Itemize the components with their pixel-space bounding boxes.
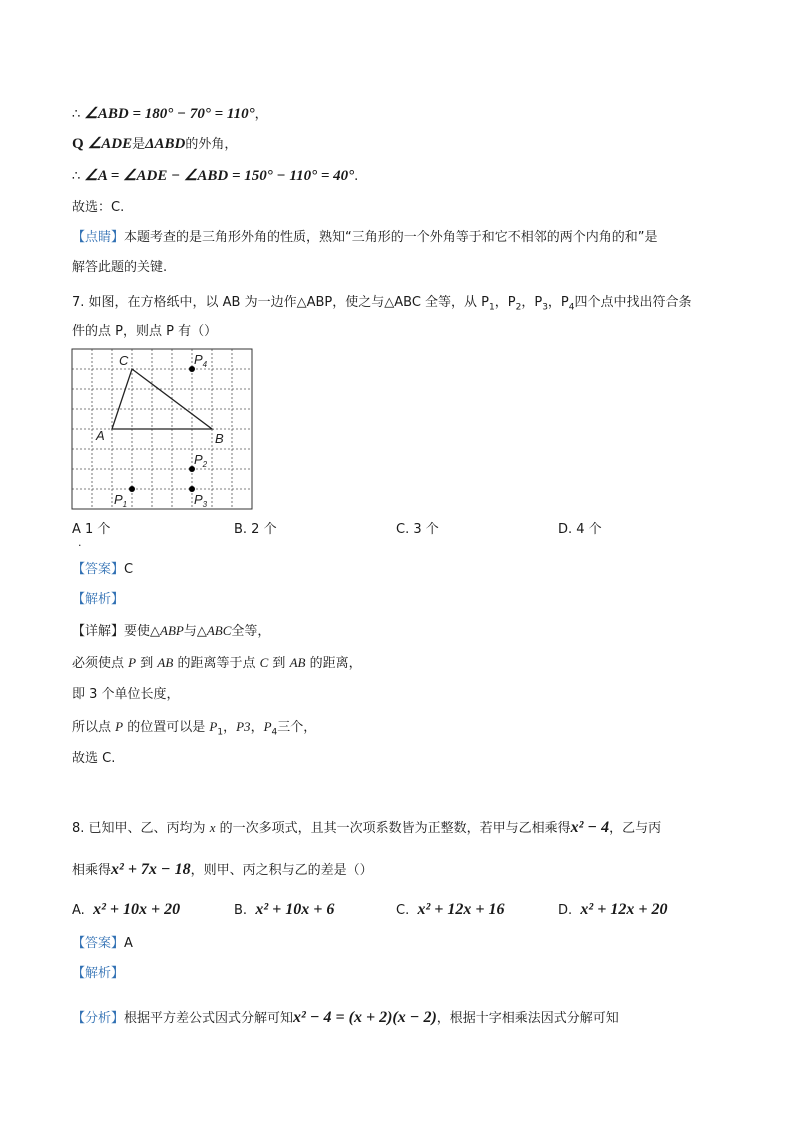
math-angle-abd: ∠ABD = 180° − 70° = 110° [84,106,255,122]
q8-option-d: D. x² + 12x + 20 [558,901,668,918]
math-angle-ade: ∠ADE [87,136,133,152]
math-x2-minus-4: x² − 4 [570,819,610,836]
q7-detail-line-2: 必须使点 P 到 AB 的距离等于点 C 到 AB 的距离， [72,655,362,671]
q7-option-c: C. 3 个 [396,522,439,537]
q7-stem-line-2: 件的点 P，则点 P 有（） [72,324,218,339]
q8-option-a: A. x² + 10x + 20 [72,901,181,918]
q7-stem-line-1: 7. 如图，在方格纸中，以 AB 为一边作△ABP，使之与△ABC 全等，从 $P_1$，$P_2$，$P_3$，$P_4$四个点中找出符合条 [72,295,692,313]
label-a: A [96,428,105,443]
label-p1: $P_1$ [114,492,128,509]
q7-detail-line-1: 【详解】要使△ABP与△ABC全等， [72,623,271,639]
label-b: B [215,431,224,446]
q7-option-a-dot: . [78,536,82,549]
q7-analysis-tag: 【解析】 [72,592,125,607]
q7-option-b: B. 2 个 [234,522,277,537]
q7-option-d: D. 4 个 [558,522,602,537]
q8-stem-line-2: 相乘得x² + 7x − 18，则甲、丙之积与乙的差是（） [72,861,373,878]
math-difference-of-squares: x² − 4 = (x + 2)(x − 2) [293,1009,437,1026]
math-angle-a: ∠A = ∠ADE − ∠ABD = 150° − 110° = 40° [84,168,355,184]
q7-answer: 【答案】C [72,562,134,577]
comment-line-2: 解答此题的关键. [72,260,168,275]
q7-detail-line-4: 所以点 P 的位置可以是 $P_1$，P3，$P_4$三个， [72,719,317,738]
q8-answer: 【答案】A [72,936,133,951]
point-p1 [129,486,135,492]
comment-tag: 【点睛】 [72,230,125,245]
label-p2: $P_2$ [194,452,208,469]
q8-fenxi-line: 【分析】根据平方差公式因式分解可知x² − 4 = (x + 2)(x − 2)，根据十字相乘法因式分解可知 [72,1009,619,1026]
q7-grid-figure [70,347,256,513]
q7-detail-line-3: 即 3 个单位长度， [72,687,180,702]
triangle-abc [112,369,212,429]
q8-analysis-tag: 【解析】 [72,966,125,981]
label-p3: $P_3$ [194,492,208,509]
label-c: C [119,353,129,368]
solution-line-exterior-angle: Q ∠ADE是ΔABD的外角， [72,136,238,152]
q7-detail-line-5: 故选 C. [72,751,116,766]
q8-option-b: B. x² + 10x + 6 [234,901,335,918]
q8-option-c: C. x² + 12x + 16 [396,901,505,918]
label-p4: $P_4$ [194,352,208,369]
solution-choice: 故选：C. [72,200,125,215]
q8-stem-line-1: 8. 已知甲、乙、丙均为 x 的一次多项式，且其一次项系数皆为正整数，若甲与乙相乘得x² − 4，乙与丙 [72,819,662,836]
solution-line-angle-a: ∴ ∠A = ∠ADE − ∠ABD = 150° − 110° = 40°. [72,168,359,184]
solution-line-angle-abd: ∴ ∠ABD = 180° − 70° = 110°， [72,106,268,122]
math-triangle-abd: ΔABD [145,136,186,152]
q7-option-a: A 1 个 [72,522,111,537]
comment-line-1: 【点睛】本题考查的是三角形外角的性质，熟知“三角形的一个外角等于和它不相邻的两个内角的和”是 [72,230,658,245]
math-x2-7x-18: x² + 7x − 18 [111,861,191,878]
